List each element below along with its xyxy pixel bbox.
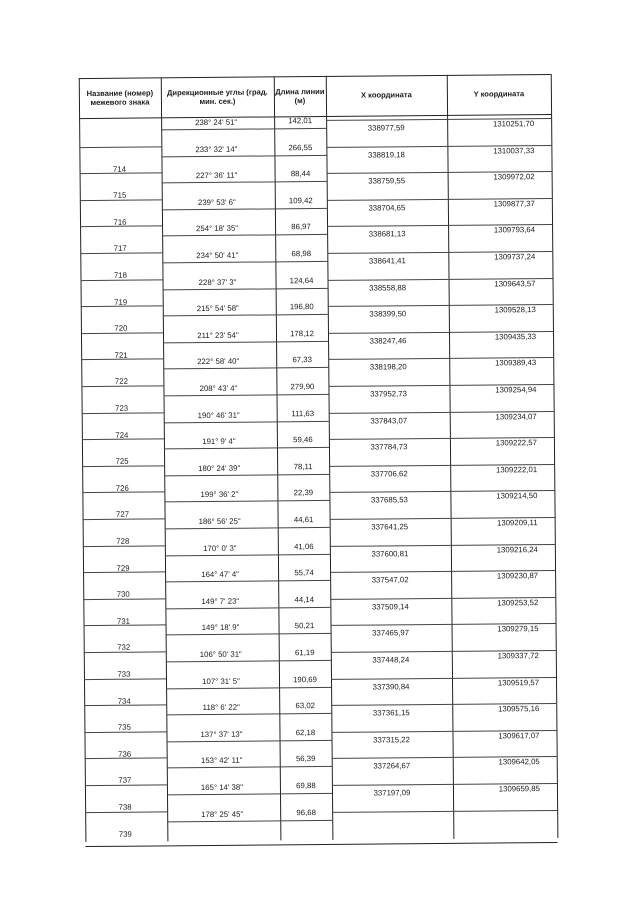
point-name: 735 bbox=[117, 722, 131, 732]
direction-angle: 199° 36' 2" bbox=[200, 490, 239, 500]
direction-angle: 208° 43' 4" bbox=[199, 383, 238, 394]
point-name: 719 bbox=[114, 297, 128, 307]
segment-row-divider bbox=[167, 740, 332, 742]
y-coordinate: 1309214,50 bbox=[496, 491, 538, 501]
segment-row-divider bbox=[162, 208, 327, 210]
point-name: 731 bbox=[116, 616, 131, 626]
line-length: 96,68 bbox=[296, 807, 316, 817]
line-length: 61,19 bbox=[294, 648, 315, 658]
y-coordinate: 1309617,07 bbox=[498, 730, 540, 741]
x-coordinate: 338558,88 bbox=[369, 282, 407, 293]
segment-row-divider bbox=[164, 447, 329, 449]
x-coordinate: 338977,59 bbox=[367, 123, 405, 133]
coord-row-divider bbox=[332, 810, 557, 813]
line-length: 68,98 bbox=[291, 249, 312, 259]
header-line-length: Длина линии (м) bbox=[275, 86, 325, 106]
segment-row-divider bbox=[166, 713, 331, 715]
direction-angle: 186° 56' 25" bbox=[198, 516, 241, 527]
segment-row-divider bbox=[165, 554, 330, 556]
y-coordinate: 1309337,72 bbox=[497, 651, 539, 661]
point-name: 724 bbox=[115, 430, 129, 440]
point-name: 722 bbox=[114, 377, 128, 387]
y-coordinate: 1310251,70 bbox=[492, 119, 535, 129]
segment-row-divider bbox=[166, 687, 331, 689]
segment-row-divider bbox=[165, 607, 330, 609]
direction-angle: 233° 32' 14" bbox=[195, 144, 238, 154]
line-length: 190,69 bbox=[293, 674, 317, 684]
segment-row-divider bbox=[166, 633, 331, 635]
point-name: 730 bbox=[116, 589, 130, 599]
y-coordinate: 1309389,43 bbox=[495, 358, 537, 368]
direction-angle: 215° 54' 58" bbox=[196, 303, 239, 314]
x-coordinate: 337952,73 bbox=[370, 389, 407, 399]
direction-angle: 107° 31' 5" bbox=[202, 676, 240, 686]
segment-row-divider bbox=[165, 580, 330, 582]
x-coordinate: 338247,46 bbox=[369, 336, 407, 346]
header-x-coordinate: X координата bbox=[360, 90, 412, 100]
direction-angle: 238° 24' 51" bbox=[195, 117, 238, 128]
point-name: 726 bbox=[115, 483, 129, 493]
direction-angle: 239° 53' 6" bbox=[197, 197, 236, 207]
y-coordinate: 1309234,07 bbox=[495, 411, 537, 422]
direction-angle: 165° 14' 38" bbox=[200, 782, 244, 793]
x-coordinate: 338819,18 bbox=[367, 149, 405, 160]
point-name: 739 bbox=[118, 829, 132, 839]
x-coordinate: 337315,22 bbox=[373, 735, 410, 745]
point-name: 734 bbox=[117, 696, 131, 706]
y-coordinate: 1309737,24 bbox=[494, 252, 536, 262]
direction-angle: 254° 18' 35" bbox=[195, 224, 239, 234]
x-coordinate: 338641,41 bbox=[368, 256, 406, 266]
line-length: 41,06 bbox=[294, 541, 314, 551]
point-name: 729 bbox=[116, 563, 130, 573]
table-column-divider bbox=[447, 75, 455, 839]
x-coordinate: 337784,73 bbox=[370, 442, 408, 452]
direction-angle: 164° 47' 4" bbox=[201, 569, 239, 580]
y-coordinate: 1309643,57 bbox=[494, 278, 536, 289]
point-name: 717 bbox=[113, 244, 127, 254]
line-length: 67,33 bbox=[292, 355, 313, 365]
y-coordinate: 1309793,64 bbox=[493, 225, 536, 235]
segment-row-divider bbox=[161, 155, 326, 157]
direction-angle: 190° 46' 31" bbox=[197, 410, 240, 420]
line-length: 196,80 bbox=[289, 302, 314, 312]
x-coordinate: 338681,13 bbox=[368, 229, 406, 239]
x-coordinate: 337843,07 bbox=[370, 415, 408, 426]
y-coordinate: 1309877,37 bbox=[493, 198, 535, 209]
line-length: 266,55 bbox=[288, 142, 313, 152]
x-coordinate: 337706,62 bbox=[370, 469, 408, 479]
y-coordinate: 1309216,24 bbox=[496, 544, 538, 555]
segment-row-divider bbox=[165, 527, 330, 529]
y-coordinate: 1309642,05 bbox=[498, 757, 540, 767]
direction-angle: 149° 7' 23" bbox=[201, 596, 240, 606]
direction-angle: 191° 9' 4" bbox=[202, 436, 236, 447]
x-coordinate: 337509,14 bbox=[371, 602, 409, 612]
segment-row-divider bbox=[164, 474, 329, 476]
direction-angle: 180° 24' 39" bbox=[198, 463, 241, 473]
segment-row-divider bbox=[162, 234, 327, 236]
y-coordinate: 1309230,87 bbox=[496, 571, 539, 581]
y-coordinate: 1309528,13 bbox=[494, 305, 536, 315]
y-coordinate: 1309222,01 bbox=[495, 464, 538, 475]
direction-angle: 178° 25' 45" bbox=[201, 809, 244, 819]
x-coordinate: 338198,20 bbox=[369, 362, 407, 372]
x-coordinate: 338759,55 bbox=[368, 176, 406, 186]
point-name: 716 bbox=[113, 217, 127, 227]
direction-angle: 137° 37' 13" bbox=[200, 729, 243, 739]
point-name: 728 bbox=[116, 536, 130, 546]
segment-row-divider bbox=[163, 367, 328, 369]
point-name: 737 bbox=[118, 776, 132, 786]
point-row-divider bbox=[79, 146, 161, 148]
y-coordinate: 1309209,11 bbox=[496, 518, 538, 528]
segment-row-divider bbox=[164, 394, 329, 396]
segment-row-divider bbox=[164, 421, 329, 423]
point-name: 733 bbox=[117, 669, 131, 679]
header-y-coordinate: Y координата bbox=[473, 89, 525, 99]
point-name: 738 bbox=[118, 802, 132, 812]
point-name: 715 bbox=[113, 190, 127, 200]
point-name: 718 bbox=[113, 270, 128, 280]
x-coordinate: 337264,67 bbox=[373, 761, 411, 771]
x-coordinate: 337685,53 bbox=[370, 495, 408, 505]
segment-row-divider bbox=[167, 820, 332, 822]
line-length: 22,39 bbox=[293, 488, 314, 498]
x-coordinate: 337390,84 bbox=[372, 681, 410, 692]
line-length: 59,46 bbox=[293, 435, 313, 445]
direction-angle: 106° 50' 31" bbox=[199, 649, 242, 660]
point-name: 714 bbox=[112, 164, 127, 174]
line-length: 178,12 bbox=[290, 328, 314, 339]
line-length: 111,63 bbox=[291, 408, 315, 418]
y-coordinate: 1309254,94 bbox=[495, 385, 537, 395]
line-length: 109,42 bbox=[288, 195, 313, 206]
line-length: 142,01 bbox=[288, 116, 313, 126]
point-name: 725 bbox=[115, 456, 129, 466]
point-name: 727 bbox=[116, 510, 130, 520]
table-column-divider bbox=[551, 74, 559, 838]
header-direction-angle: Дирекционные углы (град. мин. сек.) bbox=[166, 86, 268, 107]
line-length: 86,97 bbox=[291, 222, 311, 232]
line-length: 279,90 bbox=[290, 382, 315, 392]
x-coordinate: 338399,50 bbox=[369, 309, 407, 319]
y-coordinate: 1309435,33 bbox=[494, 331, 537, 342]
header-point-name: Название (номер) межевого знака bbox=[86, 87, 154, 107]
line-length: 78,11 bbox=[293, 461, 313, 472]
table-column-divider bbox=[274, 76, 282, 840]
direction-angle: 118° 6' 22" bbox=[202, 702, 240, 713]
direction-angle: 211° 23' 54" bbox=[197, 330, 239, 340]
line-length: 44,14 bbox=[294, 594, 315, 605]
table-row-divider bbox=[85, 842, 557, 847]
point-name: 721 bbox=[114, 350, 128, 360]
direction-angle: 228° 37' 3" bbox=[198, 277, 237, 287]
y-coordinate: 1309575,16 bbox=[498, 704, 540, 714]
y-coordinate: 1309519,57 bbox=[497, 677, 540, 688]
segment-row-divider bbox=[163, 288, 328, 290]
segment-row-divider bbox=[164, 500, 329, 502]
line-length: 56,39 bbox=[295, 754, 316, 764]
point-name: 720 bbox=[114, 323, 128, 333]
point-name: 723 bbox=[115, 403, 129, 413]
y-coordinate: 1309972,02 bbox=[493, 172, 535, 182]
segment-row-divider bbox=[166, 660, 331, 662]
y-coordinate: 1309222,57 bbox=[495, 438, 537, 448]
y-coordinate: 1310037,33 bbox=[493, 145, 535, 156]
x-coordinate: 337641,25 bbox=[371, 522, 409, 532]
line-length: 63,02 bbox=[295, 701, 316, 711]
direction-angle: 170° 0' 3" bbox=[203, 543, 237, 553]
line-length: 50,21 bbox=[294, 621, 315, 631]
line-length: 69,88 bbox=[296, 781, 316, 791]
direction-angle: 222° 58' 40" bbox=[197, 357, 240, 367]
x-coordinate: 337197,09 bbox=[373, 788, 411, 798]
line-length: 124,64 bbox=[289, 275, 314, 285]
direction-angle: 149° 18' 9" bbox=[201, 623, 240, 633]
segment-row-divider bbox=[163, 314, 328, 316]
coordinates-table bbox=[79, 74, 558, 842]
point-name: 736 bbox=[118, 749, 132, 759]
line-length: 55,74 bbox=[294, 568, 314, 578]
x-coordinate: 337448,24 bbox=[372, 655, 410, 665]
line-length: 62,18 bbox=[295, 727, 316, 738]
segment-row-divider bbox=[163, 341, 328, 343]
x-coordinate: 338704,65 bbox=[368, 203, 406, 213]
x-coordinate: 337361,15 bbox=[372, 708, 410, 718]
segment-row-divider bbox=[167, 766, 332, 768]
table-column-divider bbox=[326, 76, 334, 840]
direction-angle: 153° 42' 11" bbox=[200, 756, 243, 766]
x-coordinate: 337600,81 bbox=[371, 548, 409, 559]
x-coordinate: 337465,97 bbox=[372, 628, 410, 638]
y-coordinate: 1309279,15 bbox=[497, 624, 539, 634]
segment-row-divider bbox=[162, 181, 327, 183]
x-coordinate: 337547,02 bbox=[371, 575, 409, 585]
line-length: 88,44 bbox=[290, 169, 311, 179]
segment-row-divider bbox=[161, 128, 326, 130]
line-length: 44,61 bbox=[293, 515, 314, 525]
y-coordinate: 1309659,85 bbox=[498, 784, 541, 794]
direction-angle: 227° 36' 11" bbox=[195, 170, 238, 181]
direction-angle: 234° 50' 41" bbox=[196, 250, 239, 261]
y-coordinate: 1309253,52 bbox=[497, 597, 539, 608]
point-name: 732 bbox=[117, 643, 131, 653]
segment-row-divider bbox=[162, 261, 327, 263]
segment-row-divider bbox=[167, 793, 332, 795]
